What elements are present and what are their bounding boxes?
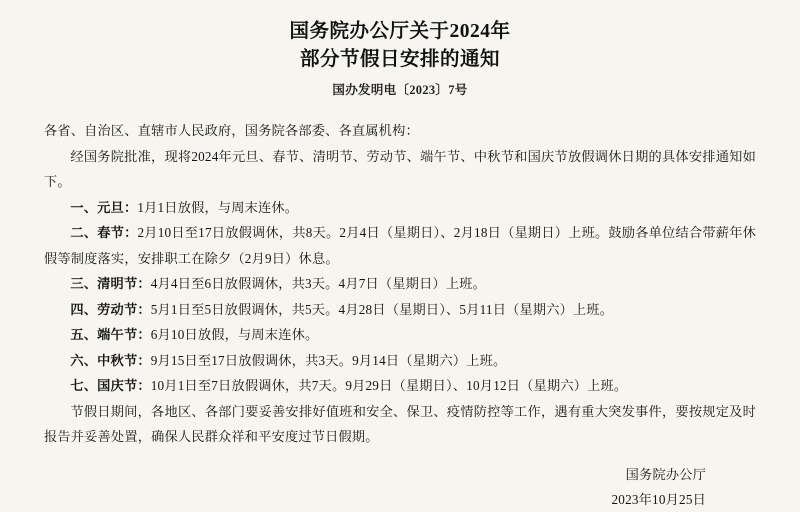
holiday-item-2 bbox=[44, 220, 756, 271]
holiday-item-5-label: 五、端午节： bbox=[70, 327, 151, 342]
holiday-item-1 bbox=[44, 195, 756, 221]
holiday-item-4-text: 5月1日至5日放假调休，共5天。4月28日（星期日）、5月11日（星期六）上班。 bbox=[150, 301, 614, 317]
closing-paragraph: 节假日期间，各地区、各部门要妥善安排好值班和安全、保卫、疫情防控等工作，遇有重大突发事件，要按规定及时报告并妥善处置，确保人民群众祥和平安度过节日假期。 bbox=[44, 403, 756, 444]
signature-issuer: 国务院办公厅 bbox=[625, 466, 706, 482]
holiday-item-3 bbox=[44, 271, 756, 297]
holiday-item-2-label: 二、春节： bbox=[70, 225, 138, 240]
document-body bbox=[44, 118, 756, 450]
holiday-item-6 bbox=[44, 348, 756, 374]
holiday-item-6-text: 9月15日至17日放假调休，共3天。9月14日（星期六）上班。 bbox=[150, 352, 507, 368]
document-number: 国办发明电〔2023〕7号 bbox=[332, 83, 468, 97]
holiday-item-1-label: 一、元旦： bbox=[70, 199, 138, 215]
holiday-item-4 bbox=[44, 297, 756, 323]
document-title-line-2: 部分节假日安排的通知 bbox=[299, 49, 500, 70]
salutation: 各省、自治区、直辖市人民政府，国务院各部委、各直属机构： bbox=[44, 123, 419, 138]
holiday-item-7-label: 七、国庆节： bbox=[70, 378, 151, 393]
holiday-item-1-text: 1月1日放假，与周末连休。 bbox=[137, 199, 299, 215]
holiday-item-7-text: 10月1日至7日放假调休，共7天。9月29日（星期日）、10月12日（星期六）上班。 bbox=[150, 378, 628, 393]
holiday-item-4-label: 四、劳动节： bbox=[70, 301, 151, 317]
holiday-item-7 bbox=[44, 373, 756, 399]
signature-block bbox=[44, 462, 756, 512]
holiday-item-6-label: 六、中秋节： bbox=[70, 352, 151, 368]
signature-date: 2023年10月25日 bbox=[611, 491, 706, 507]
document-title-line-1: 国务院办公厅关于2024年 bbox=[289, 21, 511, 42]
intro-paragraph: 经国务院批准，现将2024年元旦、春节、清明节、劳动节、端午节、中秋节和国庆节放假调休日期的具体安排通知如下。 bbox=[44, 148, 756, 189]
holiday-item-3-text: 4月4日至6日放假调休，共3天。4月7日（星期日）上班。 bbox=[150, 276, 487, 291]
document-title-block bbox=[44, 18, 756, 74]
holiday-item-2-text: 2月10日至17日放假调休，共8天。2月4日（星期日）、2月18日（星期日）上班。鼓励各单位结合带薪年休假等制度落实，安排职工在除夕（2月9日）休息。 bbox=[44, 225, 756, 266]
holiday-item-5 bbox=[44, 322, 756, 348]
holiday-item-3-label: 三、清明节： bbox=[70, 276, 151, 291]
holiday-item-5-text: 6月10日放假，与周末连休。 bbox=[150, 327, 319, 342]
